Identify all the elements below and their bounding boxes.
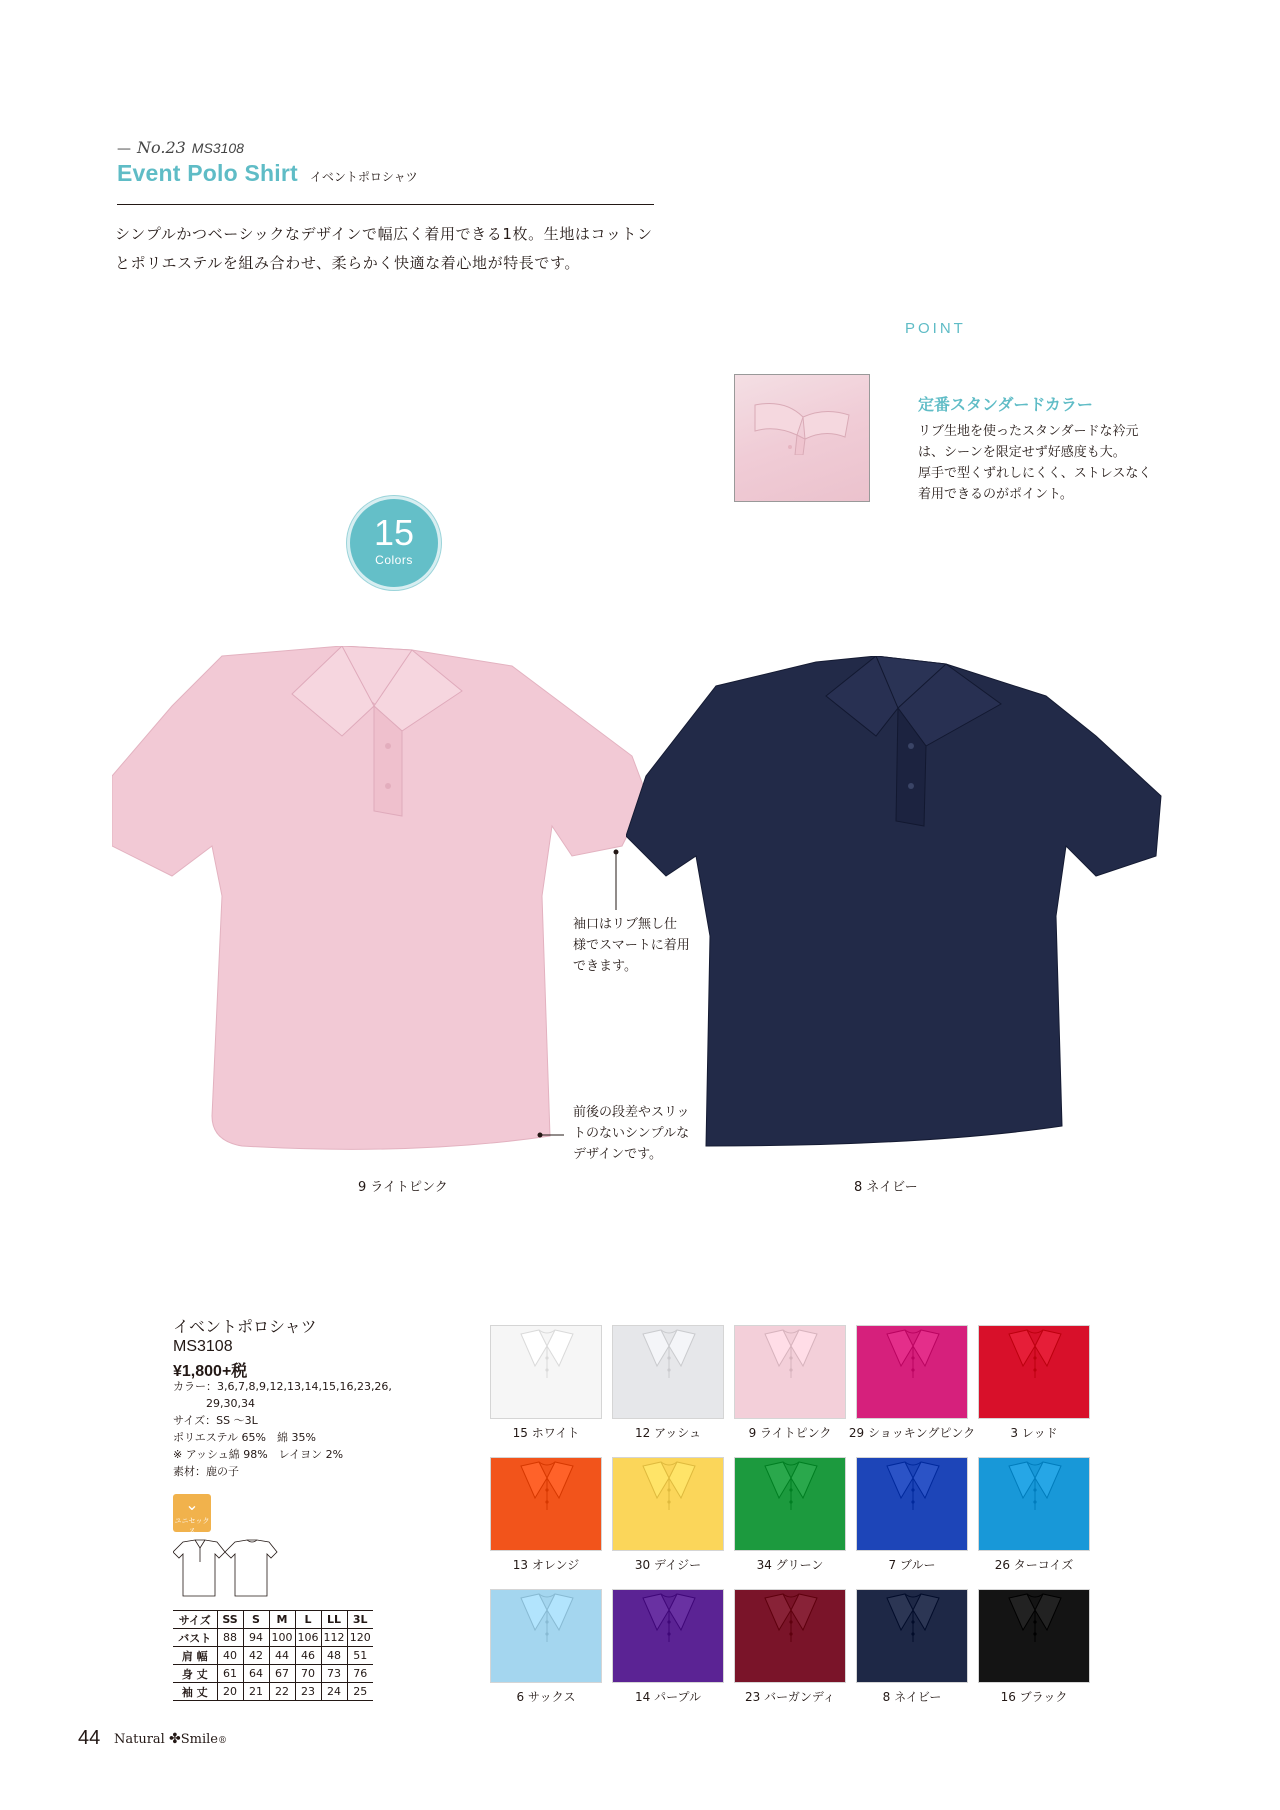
polo-collar-icon [735, 1590, 846, 1683]
color-swatch-label: 12 アッシュ [634, 1426, 701, 1440]
color-swatch [612, 1589, 724, 1683]
color-swatch [612, 1325, 724, 1419]
color-swatch-label: 30 デイジー [634, 1558, 702, 1572]
polo-collar-icon [979, 1326, 1090, 1419]
title-english: Event Polo Shirt [117, 160, 298, 186]
color-swatch [490, 1589, 602, 1683]
size-table [173, 1610, 373, 1701]
color-swatch [612, 1457, 724, 1551]
page-number: 44 [78, 1727, 101, 1749]
polo-collar-icon [979, 1458, 1090, 1551]
color-swatch [490, 1325, 602, 1419]
polo-collar-icon [735, 1326, 846, 1419]
color-swatch [856, 1325, 968, 1419]
product-description: シンプルかつベーシックなデザインで幅広く着用できる1枚。生地はコットン とポリエステルを組み合わせ、柔らかく快適な着心地が特長です。 [115, 225, 653, 272]
title-rule [117, 204, 654, 205]
spec-product-name: イベントポロシャツ [173, 1317, 317, 1336]
color-swatch-label: 16 ブラック [1000, 1690, 1068, 1704]
callout-leader-lines [530, 840, 630, 1140]
color-swatch [490, 1457, 602, 1551]
color-swatch-label: 15 ホワイト [512, 1426, 580, 1440]
table-row: 身 丈 61 64 67 70 73 76 [173, 1665, 373, 1683]
color-swatch-label: 8 ネイビー [882, 1690, 942, 1704]
colors-label: Colors [375, 553, 413, 567]
color-swatch [734, 1325, 846, 1419]
color-swatch [978, 1457, 1090, 1551]
spec-price: ¥1,800+税 [173, 1363, 248, 1380]
color-swatch [856, 1457, 968, 1551]
polo-collar-icon [857, 1326, 968, 1419]
navy-polo-image [626, 656, 1166, 1156]
unisex-icon: ⌄ ユニセックス [174, 1495, 210, 1535]
polo-collar-icon [979, 1590, 1090, 1683]
color-swatch [856, 1589, 968, 1683]
color-swatch-label: 34 グリーン [756, 1558, 824, 1572]
polo-collar-icon [491, 1326, 602, 1419]
caption-navy: 8 ネイビー [854, 1180, 918, 1195]
color-swatch-label: 6 サックス [516, 1690, 576, 1704]
point-text: リブ生地を使ったスタンダードな衿元 は、シーンを限定せず好感度も大。 厚手で型くずれしにくく、ストレスなく 着用できるのがポイント。 [918, 424, 1152, 502]
color-swatch [734, 1457, 846, 1551]
colors-badge [347, 496, 441, 590]
item-number: No.23 [137, 138, 186, 157]
polo-collar-icon [857, 1590, 968, 1683]
color-swatch-label: 3 レッド [1010, 1426, 1058, 1440]
table-row: 袖 丈 20 21 22 23 24 25 [173, 1683, 373, 1701]
polo-collar-icon [613, 1326, 724, 1419]
callout-hem: 前後の段差やスリッ トのないシンプルな デザインです。 [573, 1105, 690, 1162]
color-swatch-label: 7 ブルー [888, 1558, 936, 1572]
size-table-header: サイズ SS S M L LL 3L [173, 1611, 373, 1629]
colors-count: 15 [373, 512, 415, 553]
clover-icon: ✤ [169, 1731, 181, 1747]
polo-collar-icon [613, 1458, 724, 1551]
color-swatch-label: 26 ターコイズ [994, 1558, 1074, 1572]
callout-cuff: 袖口はリブ無し仕 様でスマートに着用 できます。 [573, 917, 690, 974]
brand-logo: Natural ✤Smile® [114, 1731, 227, 1747]
color-swatch [978, 1589, 1090, 1683]
color-swatch [734, 1589, 846, 1683]
point-label: POINT [905, 320, 966, 337]
caption-light-pink: 9 ライトピンク [358, 1180, 448, 1195]
color-swatch [978, 1325, 1090, 1419]
table-row: バスト 88 94 100 106 112 120 [173, 1629, 373, 1647]
title-japanese: イベントポロシャツ [309, 170, 418, 184]
color-swatch-label: 29 ショッキングピンク [848, 1426, 976, 1440]
color-swatch-label: 14 パープル [634, 1690, 701, 1704]
polo-collar-icon [857, 1458, 968, 1551]
color-swatch-label: 9 ライトピンク [748, 1426, 832, 1440]
flat-sketch-icon [173, 1538, 283, 1598]
polo-collar-icon [735, 1458, 846, 1551]
product-code: MS3108 [191, 140, 244, 156]
polo-collar-icon [613, 1590, 724, 1683]
polo-collar-icon [491, 1590, 602, 1683]
product-number: — No.23 MS3108 [117, 138, 244, 157]
table-row: 肩 幅 40 42 44 46 48 51 [173, 1647, 373, 1665]
color-swatch-label: 13 オレンジ [512, 1558, 580, 1572]
spec-details: カラー：3,6,7,8,9,12,13,14,15,16,23,26, 29,30,34 サイズ：SS 〜3L ポリエステル 65% 綿 35% ※ アッシュ綿 98% レイヨン 2% 素材：鹿の子 [173, 1380, 392, 1478]
color-swatch-label: 23 バーガンディ [745, 1690, 835, 1704]
collar-icon [745, 395, 855, 455]
collar-closeup-image [734, 374, 870, 502]
page-title [117, 160, 418, 187]
polo-collar-icon [491, 1458, 602, 1551]
spec-product-code: MS3108 [173, 1338, 233, 1355]
point-title: 定番スタンダードカラー [918, 395, 1093, 414]
